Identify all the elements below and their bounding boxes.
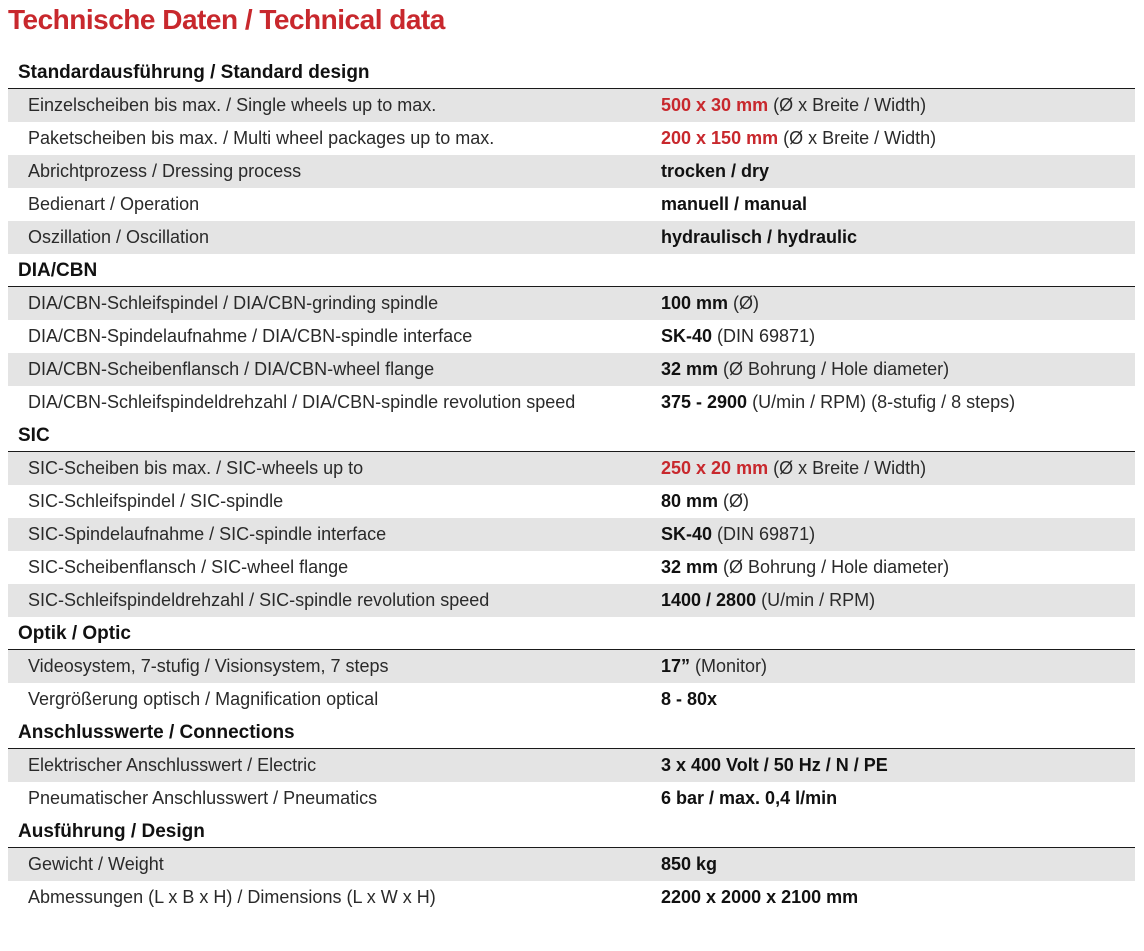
spec-value: 17” <box>661 656 691 676</box>
spec-row <box>8 518 1135 551</box>
spec-value-cell <box>661 359 949 380</box>
spec-value-note: (Ø x Breite / Width) <box>768 458 927 478</box>
spec-row <box>8 650 1135 683</box>
spec-value: 850 kg <box>661 854 718 874</box>
spec-row <box>8 683 1135 716</box>
spec-value: SK-40 <box>661 524 713 544</box>
spec-value-note: (Monitor) <box>690 656 768 676</box>
spec-label: SIC-Scheibenflansch / SIC-wheel flange <box>28 557 349 577</box>
spec-value: 1400 / 2800 <box>661 590 757 610</box>
spec-label: SIC-Schleifspindeldrehzahl / SIC-spindle revolution speed <box>28 590 490 610</box>
spec-label: SIC-Schleifspindel / SIC-spindle <box>28 491 284 511</box>
spec-value-cell <box>661 458 926 479</box>
spec-value-cell <box>661 689 717 710</box>
section-heading: Ausführung / Design <box>8 815 1135 848</box>
spec-value-cell <box>661 524 815 545</box>
section-heading: Anschlusswerte / Connections <box>8 716 1135 749</box>
section-heading: SIC <box>8 419 1135 452</box>
spec-value-cell <box>661 194 807 215</box>
spec-value: 32 mm <box>661 557 719 577</box>
spec-label: DIA/CBN-Schleifspindel / DIA/CBN-grinding spindle <box>28 293 439 313</box>
spec-label: SIC-Scheiben bis max. / SIC-wheels up to <box>28 458 364 478</box>
spec-label: DIA/CBN-Schleifspindeldrehzahl / DIA/CBN-spindle revolution speed <box>28 392 576 412</box>
spec-row <box>8 155 1135 188</box>
spec-row <box>8 386 1135 419</box>
spec-row <box>8 848 1135 881</box>
spec-value-note: (U/min / RPM) <box>756 590 876 610</box>
spec-label: DIA/CBN-Scheibenflansch / DIA/CBN-wheel flange <box>28 359 435 379</box>
spec-value: manuell / manual <box>661 194 808 214</box>
spec-value: hydraulisch / hydraulic <box>661 227 858 247</box>
spec-label: Abmessungen (L x B x H) / Dimensions (L x W x H) <box>28 887 436 907</box>
spec-value-cell <box>661 128 936 149</box>
spec-value: 375 - 2900 <box>661 392 748 412</box>
spec-label: Abrichtprozess / Dressing process <box>28 161 302 181</box>
section-heading: DIA/CBN <box>8 254 1135 287</box>
spec-row <box>8 188 1135 221</box>
spec-row <box>8 782 1135 815</box>
section-heading: Standardausführung / Standard design <box>8 56 1135 89</box>
spec-value-cell <box>661 161 769 182</box>
spec-value-cell <box>661 491 749 512</box>
spec-value: 100 mm <box>661 293 729 313</box>
spec-value-cell <box>661 590 875 611</box>
spec-value: SK-40 <box>661 326 713 346</box>
spec-row <box>8 353 1135 386</box>
spec-row <box>8 122 1135 155</box>
spec-label: Oszillation / Oscillation <box>28 227 210 247</box>
spec-label: Videosystem, 7-stufig / Visionsystem, 7 steps <box>28 656 389 676</box>
spec-label: Elektrischer Anschlusswert / Electric <box>28 755 317 775</box>
spec-row <box>8 584 1135 617</box>
spec-value: 250 x 20 mm <box>661 458 769 478</box>
spec-label: Bedienart / Operation <box>28 194 200 214</box>
spec-row <box>8 320 1135 353</box>
spec-row <box>8 881 1135 914</box>
spec-value: 6 bar / max. 0,4 l/min <box>661 788 838 808</box>
spec-value-note: (Ø x Breite / Width) <box>768 95 927 115</box>
page-title: Technische Daten / Technical data <box>8 4 445 35</box>
spec-value-note: (U/min / RPM) (8-stufig / 8 steps) <box>747 392 1016 412</box>
spec-value: 80 mm <box>661 491 719 511</box>
spec-value-cell <box>661 887 858 908</box>
spec-value-note: (Ø) <box>728 293 760 313</box>
spec-value-cell <box>661 557 949 578</box>
spec-label: Vergrößerung optisch / Magnification optical <box>28 689 379 709</box>
spec-label: SIC-Spindelaufnahme / SIC-spindle interface <box>28 524 387 544</box>
spec-value-note: (Ø) <box>718 491 750 511</box>
spec-row <box>8 89 1135 122</box>
spec-value-cell <box>661 227 857 248</box>
spec-label: Gewicht / Weight <box>28 854 164 874</box>
spec-value-cell <box>661 326 815 347</box>
spec-value: 2200 x 2000 x 2100 mm <box>661 887 859 907</box>
spec-value-cell <box>661 293 759 314</box>
spec-value: 200 x 150 mm <box>661 128 779 148</box>
spec-label: DIA/CBN-Spindelaufnahme / DIA/CBN-spindle interface <box>28 326 473 346</box>
spec-value-note: (Ø Bohrung / Hole diameter) <box>718 359 950 379</box>
spec-value: 32 mm <box>661 359 719 379</box>
section-heading: Optik / Optic <box>8 617 1135 650</box>
spec-value-cell <box>661 95 926 116</box>
spec-row <box>8 749 1135 782</box>
spec-value-cell <box>661 755 888 776</box>
spec-table <box>8 56 1135 914</box>
spec-row <box>8 485 1135 518</box>
spec-value-cell <box>661 854 717 875</box>
spec-label: Paketscheiben bis max. / Multi wheel packages up to max. <box>28 128 495 148</box>
spec-value: 8 - 80x <box>661 689 718 709</box>
spec-row <box>8 551 1135 584</box>
spec-value-note: (Ø x Breite / Width) <box>778 128 937 148</box>
spec-row <box>8 221 1135 254</box>
spec-value-cell <box>661 656 767 677</box>
spec-value: 3 x 400 Volt / 50 Hz / N / PE <box>661 755 888 775</box>
spec-label: Pneumatischer Anschlusswert / Pneumatics <box>28 788 378 808</box>
spec-value: 500 x 30 mm <box>661 95 769 115</box>
spec-row <box>8 452 1135 485</box>
spec-value-cell <box>661 788 837 809</box>
spec-label: Einzelscheiben bis max. / Single wheels up to max. <box>28 95 437 115</box>
spec-value: trocken / dry <box>661 161 770 181</box>
spec-value-note: (DIN 69871) <box>712 524 816 544</box>
spec-value-note: (DIN 69871) <box>712 326 816 346</box>
spec-row <box>8 287 1135 320</box>
spec-value-note: (Ø Bohrung / Hole diameter) <box>718 557 950 577</box>
spec-value-cell <box>661 392 1015 413</box>
